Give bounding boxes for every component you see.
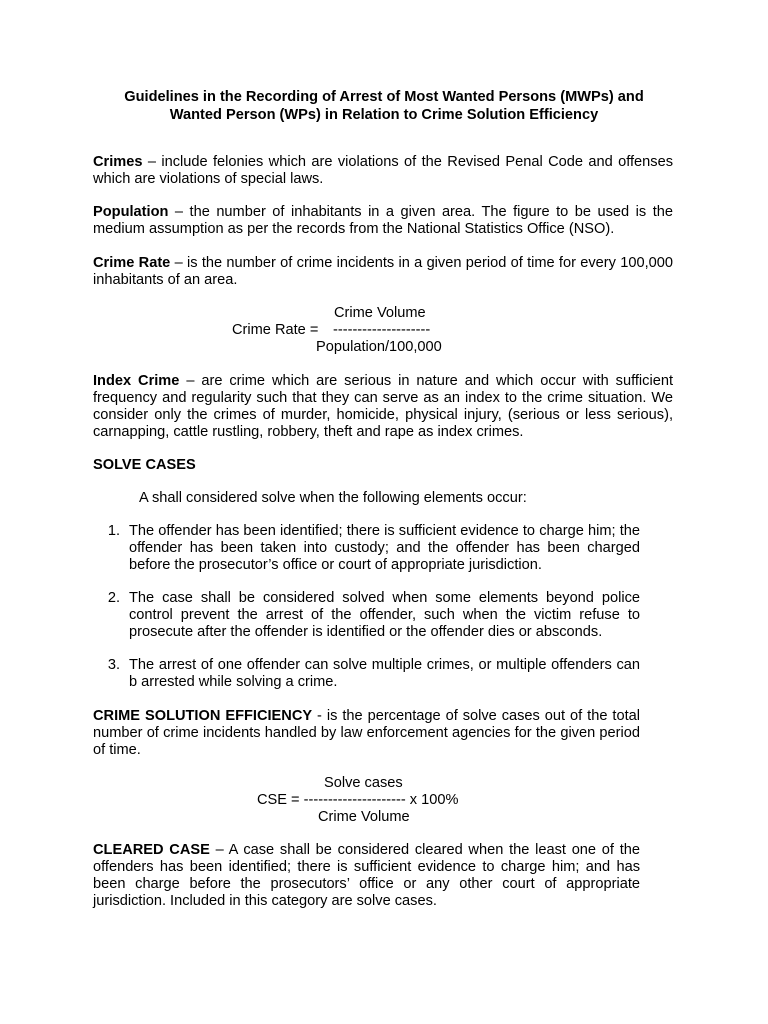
term-crimes: Crimes [93, 154, 143, 170]
list-item-text: The case shall be considered solved when some elements beyond police control prevent the arrest of the offender, such when the victim refuse to prosecute after the offender is identified or the offender dies or absconds. [129, 590, 640, 640]
term-cse: CRIME SOLUTION EFFICIENCY [93, 708, 313, 724]
crime-rate-lhs: Crime Rate = [232, 322, 319, 338]
definition-crime-rate [93, 255, 673, 289]
crime-rate-fraction-bar: -------------------- [333, 322, 431, 338]
term-cleared-case: CLEARED CASE [93, 842, 210, 858]
list-item-text: The arrest of one offender can solve multiple crimes, or multiple offenders can b arrested while solving a crime. [129, 657, 640, 690]
definition-crimes-text: – include felonies which are violations of the Revised Penal Code and offenses which are violations of special laws. [93, 154, 673, 187]
term-crime-rate: Crime Rate [93, 255, 171, 271]
definition-cleared-case [93, 842, 640, 910]
cse-denominator: Crime Volume [318, 809, 410, 825]
crime-rate-numerator: Crime Volume [334, 305, 426, 321]
definition-crime-rate-text: – is the number of crime incidents in a given period of time for every 100,000 inhabitants of an area. [93, 255, 673, 288]
solve-cases-intro: A shall considered solve when the following elements occur: [139, 490, 527, 506]
title-line-2: Wanted Person (WPs) in Relation to Crime Solution Efficiency [169, 107, 599, 123]
title-line-1: Guidelines in the Recording of Arrest of Most Wanted Persons (MWPs) and [124, 89, 644, 105]
definition-cse-text: - is the percentage of solve cases out of the total number of crime incidents handled by law enforcement agencies for the given period of time. [93, 708, 640, 758]
definition-cleared-case-text: – A case shall be considered cleared when the least one of the offenders has been identified; there is sufficient evidence to charge him; and has been charge before the prosecutors’ office or any other court of appropriate jurisdiction. Included in this category are solve cases. [93, 842, 641, 909]
crime-rate-denominator: Population/100,000 [316, 339, 442, 355]
definition-population-text: – the number of inhabitants in a given area. The figure to be used is the medium assumption as per the records from the National Statistics Office (NSO). [93, 204, 673, 237]
list-item-number: 3. [107, 657, 120, 673]
definition-index-crime-text: – are crime which are serious in nature and which occur with sufficient frequency and regularity such that they can serve as an index to the crime situation. We consider only the crimes of murder, homicide, physical injury, (serious or less serious), carnapping, cattle rustling, robbery, theft and rape as index crimes. [93, 373, 673, 440]
list-item-text: The offender has been identified; there is sufficient evidence to charge him; the offender has been taken into custody; and the offender has been charged before the prosecutor’s office or court of appropriate jurisdiction. [129, 523, 640, 573]
term-population: Population [93, 204, 169, 220]
definition-crimes [93, 154, 673, 188]
term-index-crime: Index Crime [93, 373, 180, 389]
definition-population [93, 204, 673, 238]
definition-cse [93, 708, 640, 759]
list-item-number: 1. [107, 523, 120, 539]
list-item-number: 2. [107, 590, 120, 606]
document-title [60, 88, 708, 124]
solve-cases-heading: SOLVE CASES [93, 457, 196, 473]
cse-numerator: Solve cases [324, 775, 403, 791]
definition-index-crime [93, 373, 673, 441]
cse-equation: CSE = --------------------- x 100% [257, 792, 459, 808]
